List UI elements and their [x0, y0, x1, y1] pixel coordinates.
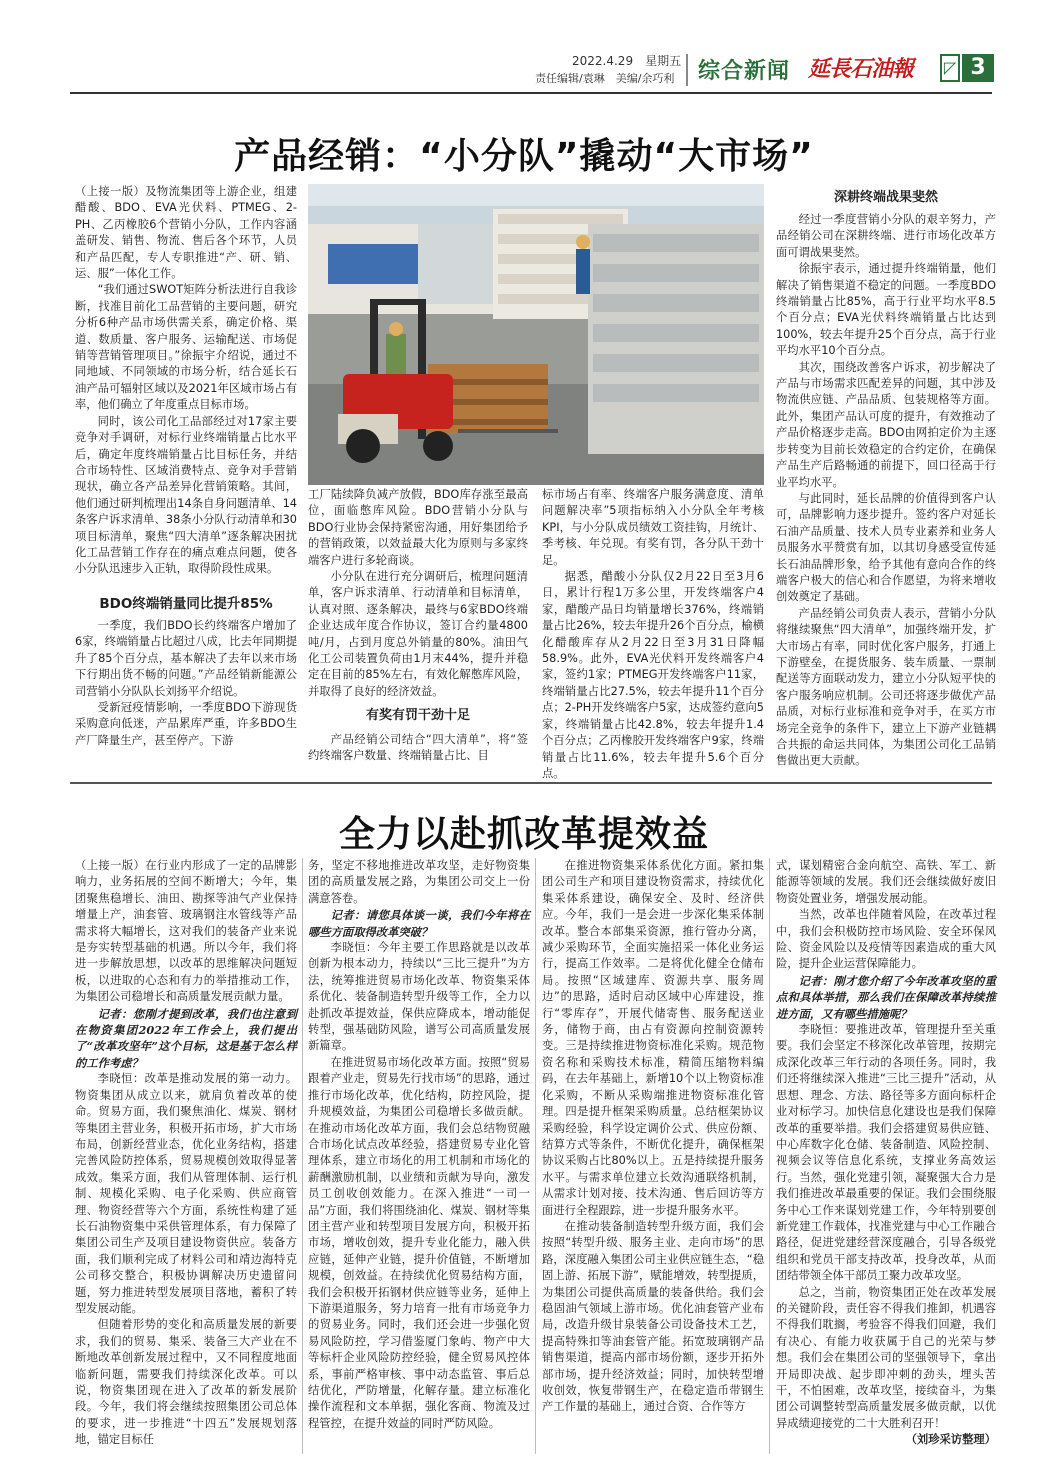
section-title: 综合新闻	[698, 59, 791, 84]
paragraph: 与此同时，延长品牌的价值得到客户认可，品牌影响力逐步提升。签约客户对延长石油产品质量、技术人员专业素养和业务人员服务水平赞赏有加，以其切身感受宣传延长石油品牌形象，给予其他有意向合作的终端客户极大的信心和合作愿望，为将来增收创效奠定了基础。	[776, 491, 996, 604]
paragraph: （上接一版）及物流集团等上游企业，组建醋酸、BDO、EVA光伏料、PTMEG、2-PH、乙丙橡胶6个营销小分队，工作内容涵盖研发、销售、物流、售后各个环节，人员和产品匹配，专人专职推进“产、研、销、运、服”一体化工作。	[75, 185, 297, 281]
paragraph: 经过一季度营销小分队的艰辛努力，产品经销公司在深耕终端、进行市场化改革方面可谓战果斐然。	[776, 213, 996, 259]
paragraph: 李晓恒：今年主要工作思路就是以改革创新为根本动力，持续以“三比三提升”为方法，统筹推进贸易市场化改革、物资集采体系优化、装备制造转型升级等工作，全力以赴抓改革提效益，保供应降成本，增动能促转型，强基础防风险，谱写公司高质量发展新篇章。	[308, 941, 530, 1053]
article1-col2b	[308, 732, 528, 768]
paragraph: 标市场占有率、终端客户服务满意度、清单问题解决率”5项指标纳入小分队全年考核KPI，与小分队成员绩效工资挂钩，月统计、季考核、年兑现。有奖有罚，各分队干劲十足。	[542, 488, 764, 567]
paragraph: 在推进物资集采体系优化方面。紧扣集团公司生产和项目建设物资需求，持续优化集采体系建设，确保安全、及时、经济供应。今年，我们一是会进一步深化集采体制改革。整合本部集采资源，推行管办分离，减少采购环节，全面实施招采一体化业务运行，提高工作效率。二是将优化健全仓储布局。按照“区域建库、资源共享、服务周边”的思路，适时启动区域中心库建设，推行“零库存”，开展代储寄售、服务配送业务，储物于商，由占有资源向控制资源转变。三是持续推进物资标准化采购。规范物资名称和采购技术标准，精简压缩物料编码，在去年基础上，新增10个以上物资标准化采购，不断从采购端推进物资标准化管理。四是提升框架采购质量。总结框架协议采购经验，科学设定调价公式、供应份额、结算方式等条件，不断优化提升，确保框架协议采购占比80%以上。五是持续提升服务水平。与需求单位建立长效沟通联络机制，从需求计划对接、技术沟通、售后回访等方面进行全程跟踪，进一步提升服务水平。	[542, 859, 764, 1217]
paragraph: 其次，围绕改善客户诉求，初步解决了产品与市场需求匹配差异的问题，其中涉及物流供应链、产品品质、包装规格等方面。此外，集团产品认可度的提升，有效推动了产品价格逐步走高。BDO由网拍定价为主逐步转变为目前长效稳定的合约定价，在确保产品生产后路畅通的前提下，回口径高于行业平均水平。	[776, 360, 996, 489]
column-rule-3	[769, 858, 770, 1454]
article1-sub2-wrap	[308, 706, 528, 730]
page-mark-icon: ◸	[940, 54, 960, 82]
paragraph: 受新冠疫情影响，一季度BDO下游现货采购意向低迷，产品累库严重，许多BDO生产厂降量生产，甚至停产。下游	[75, 701, 297, 747]
article-separator	[70, 782, 992, 784]
paragraph: 总之，当前，物资集团正处在改革发展的关键阶段，责任容不得我们推卸，机遇容不得我们耽搁，考验容不得我们回避，我们有决心、有能力收获属于自己的光荣与梦想。我们会在集团公司的坚强领导下，拿出开局即决战、起步即冲刺的劲头，埋头苦干，不怕困难，改革攻坚，接续奋斗，为集团公司调整转型高质量发展多做贡献，以优异成绩迎接党的二十大胜利召开！	[776, 1285, 996, 1430]
warehouse-photo-illustration	[308, 184, 764, 485]
article1-title: 产品经销：“小分队”撬动“大市场”	[234, 136, 814, 177]
editors-line: 责任编辑/袁琳 美编/余巧利	[535, 72, 675, 85]
article1-sub1-wrap	[75, 594, 297, 618]
paragraph: 式，谋划精密合金向航空、高铁、军工、新能源等领域的发展。我们还会继续做好废旧物资处置业务，增强发展动能。	[776, 859, 996, 905]
header-rule	[70, 92, 992, 94]
paragraph: 产品经销公司结合“四大清单”，将“签约终端客户数量、终端销量占比、目	[308, 733, 528, 763]
column-rule-1	[302, 858, 303, 1454]
article2-col2	[308, 858, 530, 1454]
paragraph: 务，坚定不移地推进改革攻坚，走好物资集团的高质量发展之路，为集团公司交上一份满意答卷。	[308, 859, 530, 905]
page-number: 3	[962, 54, 994, 82]
forklift-photo	[308, 184, 764, 485]
paragraph: 徐振宇表示，通过提升终端销量，他们解决了销售渠道不稳定的问题。一季度BDO终端销量占比85%，高于行业平均水平8.5个百分点；EVA光伏料终端销量占比达到100%，较去年提升25个百分点，高于行业平均水平10个百分点。	[776, 262, 996, 358]
article2-col1	[75, 858, 297, 1454]
article1-subheading-1: BDO终端销量同比提升85%	[99, 596, 273, 612]
interview-question: 记者：刚才您介绍了今年改革攻坚的重点和具体举措，那么我们在保障改革持续推进方面，又有哪些措施呢？	[776, 973, 996, 1021]
article2-title: 全力以赴抓改革提效益	[338, 814, 709, 855]
paragraph: “我们通过SWOT矩阵分析法进行自我诊断，找准目前化工品营销的主要问题，研究分析6种产品市场供需关系，确定价格、渠道、数质量、客户服务、运输配送、市场促销等营销管理项目。”徐振宇介绍说，通过不同地域、不同领域的市场分析，结合延长石油产品可辐射区域以及2021年区域市场占有率，他们确立了年度重点目标市场。	[75, 283, 297, 412]
paragraph: 同时，该公司化工品部经过对17家主要竞争对手调研，对标行业终端销量占比水平后，确定年度终端销量占比目标任务，并结合市场特性、区域消费特点、竞争对手营销现状，确立各产品差异化营销策略。其间，他们通过研判梳理出14条自身问题清单、14条客户诉求清单、38条小分队行动清单和30项目标清单，聚焦“四大清单”逐条解决困扰化工品营销工作存在的痛点难点问题，使各小分队迅速步入正轨，取得阶段性成果。	[75, 414, 297, 576]
paragraph: 李晓恒：改革是推动发展的第一动力。物资集团从成立以来，就肩负着改革的使命。贸易方面，我们聚焦油化、煤炭、钢材等集团主营业务，积极开拓市场，扩大市场布局，创新经营业态，优化业务结构，搭建完善风险防控体系，贸易规模创效取得显著成效。集采方面，我们从管理体制、运行机制、规模化采购、电子化采购、供应商管理、物资经营等六个方面，系统性构建了延长石油物资集中采供管理体系，有力保障了集团公司生产及项目建设物资供应。装备方面，我们顺利完成了材料公司和靖边海特克公司移交整合，积极协调解决历史遗留问题，努力推进转型发展项目落地，蓄积了转型发展动能。	[75, 1072, 297, 1315]
masthead	[0, 0, 1048, 92]
paragraph: 李晓恒：要推进改革，管理提升至关重要。我们会坚定不移深化改革管理，按期完成深化改革三年行动的各项任务。同时，我们还将继续深入推进“三比三提升”活动，从思想、理念、方法、路径等多方面向标杆企业对标学习。加快信息化建设也是我们保障改革的重要举措。我们会搭建贸易供应链、中心库数字化仓储、装备制造、风险控制、视频会议等信息化系统，支撑业务高效运行。当然，强化党建引领，凝聚强大合力是我们推进改革最重要的保证。我们会围绕服务中心工作来谋划党建工作，今年特别要创新党建工作载体，找准党建与中心工作融合路径，促进党建经营深度融合，引导各级党组织和党员干部支持改革，投身改革，从而团结带领全体干部员工聚力改革攻坚。	[776, 1023, 996, 1283]
newspaper-logo: 延長石油報	[808, 56, 914, 82]
article1-col3	[542, 487, 764, 780]
column-rule-2	[535, 858, 536, 1454]
paragraph: 当然，改革也伴随着风险，在改革过程中，我们会积极防控市场风险、安全环保风险、资金风险以及疫情等因素造成的重大风险，提升企业运营保障能力。	[776, 908, 996, 971]
author-credit: （刘珍采访整理）	[905, 1433, 996, 1447]
issue-date: 2022.4.29 星期五	[572, 54, 682, 68]
interview-question: 记者：您刚才提到改革，我们也注意到在物资集团2022年工作会上，我们提出了“改革攻坚年”这个目标，这是基于怎么样的工作考虑？	[75, 1006, 297, 1070]
header-divider	[686, 54, 688, 86]
paragraph: 小分队在进行充分调研后，梳理问题清单，客户诉求清单、行动清单和目标清单，认真对照、逐条解决，最终与6家BDO终端企业达成年度合作协议，签订合约量4800吨/月，占到月度总外销量的80%。油田气化工公司装置负荷由1月末44%，提升并稳定在目前的85%左右，有效化解憋库风险，并取得了良好的经济效益。	[308, 570, 528, 698]
paragraph: 据悉，醋酸小分队仅2月22日至3月6日，累计行程1万多公里，开发终端客户4家，醋酸产品日均销量增长376%，终端销量占比26%，较去年提升26个百分点，榆横化醋酸库存从2月22日至3月31日降幅58.9%。此外，EVA光伏料开发终端客户4家，签约1家；PTMEG开发终端客户11家，终端销量占比27.5%，较去年提升11个百分点；2-PH开发终端客户5家，达成签约意向5家，终端销量占比42.8%，较去年提升1.4个百分点；乙丙橡胶开发终端客户9家，终端销量占比11.6%，较去年提升5.6个百分点。	[542, 570, 764, 780]
paragraph: 产品经销公司负责人表示，营销小分队将继续聚焦“四大清单”，加强终端开发，扩大市场占有率，同时优化客户服务，打通上下游壁垒，在提货服务、装车质量、一票制配送等方面联动发力，建立小分队短平快的客户服务响应机制。公司还将逐步做优产品品质，对标行业标准和竞争对手，在买方市场完全竞争的条件下，建立上下游产业链耦合共振的命运共同体，为集团公司化工品销售做出更大贡献。	[776, 606, 996, 768]
interview-question: 记者：请您具体谈一谈，我们今年将在哪些方面取得改革突破？	[308, 908, 530, 939]
article2-col4	[776, 858, 996, 1454]
article1-col1b	[75, 618, 297, 766]
article1-subheading-2: 有奖有罚干劲十足	[365, 708, 470, 723]
paragraph: （上接一版）在行业内形成了一定的品牌影响力，业务拓展的空间不断增大；今年，集团聚焦稳增长、油田、勘探等油气产业保持增量上产，油套管、玻璃钢注水管线等产品需求将大幅增长，这对我们的装备产业来说是夯实转型基础的机遇。所以今年，我们将进一步解放思想，以改革的思维解决问题短板，以进取的心态和有力的举措推动工作，为集团公司稳增长和高质量发展贡献力量。	[75, 859, 297, 1004]
paragraph: 但随着形势的变化和高质量发展的新要求，我们的贸易、集采、装备三大产业在不断地改革创新发展过程中，又不同程度地面临新问题，需要我们持续深化改革。可以说，物资集团现在进入了改革的新发展阶段。今年，我们将会继续按照集团公司总体的要求，进一步推进“十四五”发展规划落地，锚定目标任	[75, 1318, 297, 1447]
article1-col1	[75, 184, 297, 596]
paragraph: 一季度，我们BDO长约终端客户增加了6家，终端销量占比超过八成，比去年同期提升了85个百分点，基本解决了去年以来市场下行期出货不畅的问题。”产品经销新能源公司营销小分队队长刘扬平介绍说。	[75, 619, 297, 698]
article1-subheading-3: 深耕终端战果斐然	[833, 190, 938, 205]
article1-col4	[776, 212, 996, 768]
paragraph: 在推动装备制造转型升级方面，我们会按照“转型升级、服务主业、走向市场”的思路，深度融入集团公司主业供应链生态，“稳固上游、拓展下游”，赋能增效，转型提质，为集团公司提供高质量的装备供给。我们会稳固油气领域上游市场。优化油套管产业布局，改造升级甘泉装备公司设备技术工艺，提高特殊扣等油套管产能。拓宽玻璃钢产品销售渠道，提高内部市场份额，逐步开拓外部市场，提升经济效益；同时，加快转型增收创效，恢复带钢生产，在稳定造币带钢生产工作量的基础上，通过合资、合作等方	[542, 1219, 764, 1414]
article2-col3	[542, 858, 764, 1454]
paragraph: 工厂陆续降负减产放假，BDO库存涨至最高位，面临憋库风险。BDO营销小分队与BDO行业协会保持紧密沟通，用好集团给予的营销政策，以效益最大化为原则与多家终端客户进行多轮商谈。	[308, 488, 528, 567]
article1-col2	[308, 487, 528, 705]
article1-sub3-wrap	[776, 188, 996, 212]
paragraph: 在推进贸易市场化改革方面。按照“贸易跟着产业走，贸易先行找市场”的思路，通过推行市场化改革，优化结构，防控风险，提升规模效益，为集团公司稳增长多做贡献。在推动市场化改革方面，我们会总结物贸融合市场化试点改革经验，搭建贸易专业化管理体系，建立市场化的用工机制和市场化的薪酬激励机制，以业绩和贡献为导向，激发员工创收创效能力。在深入推进“一司一品”方面，我们将围绕油化、煤炭、钢材等集团主营产业和转型项目发展方向，积极开拓市场，增收创效，提升专业化能力，融入供应链，延伸产业链，提升价值链，不断增加规模，创效益。在持续优化贸易结构方面，我们会积极开拓钢材供应链等业务，延伸上下游渠道服务，努力培育一批有市场竞争力的贸易业务。同时，我们还会进一步强化贸易风险防控，学习借鉴厦门象屿、物产中大等标杆企业风险防控经验，健全贸易风控体系，事前严格审核、事中动态监管、事后总结优化，严防增量，化解存量。建立标准化操作流程和文本单据，强化客商、物流及过程管控，在提升效益的同时严防风险。	[308, 1055, 530, 1430]
